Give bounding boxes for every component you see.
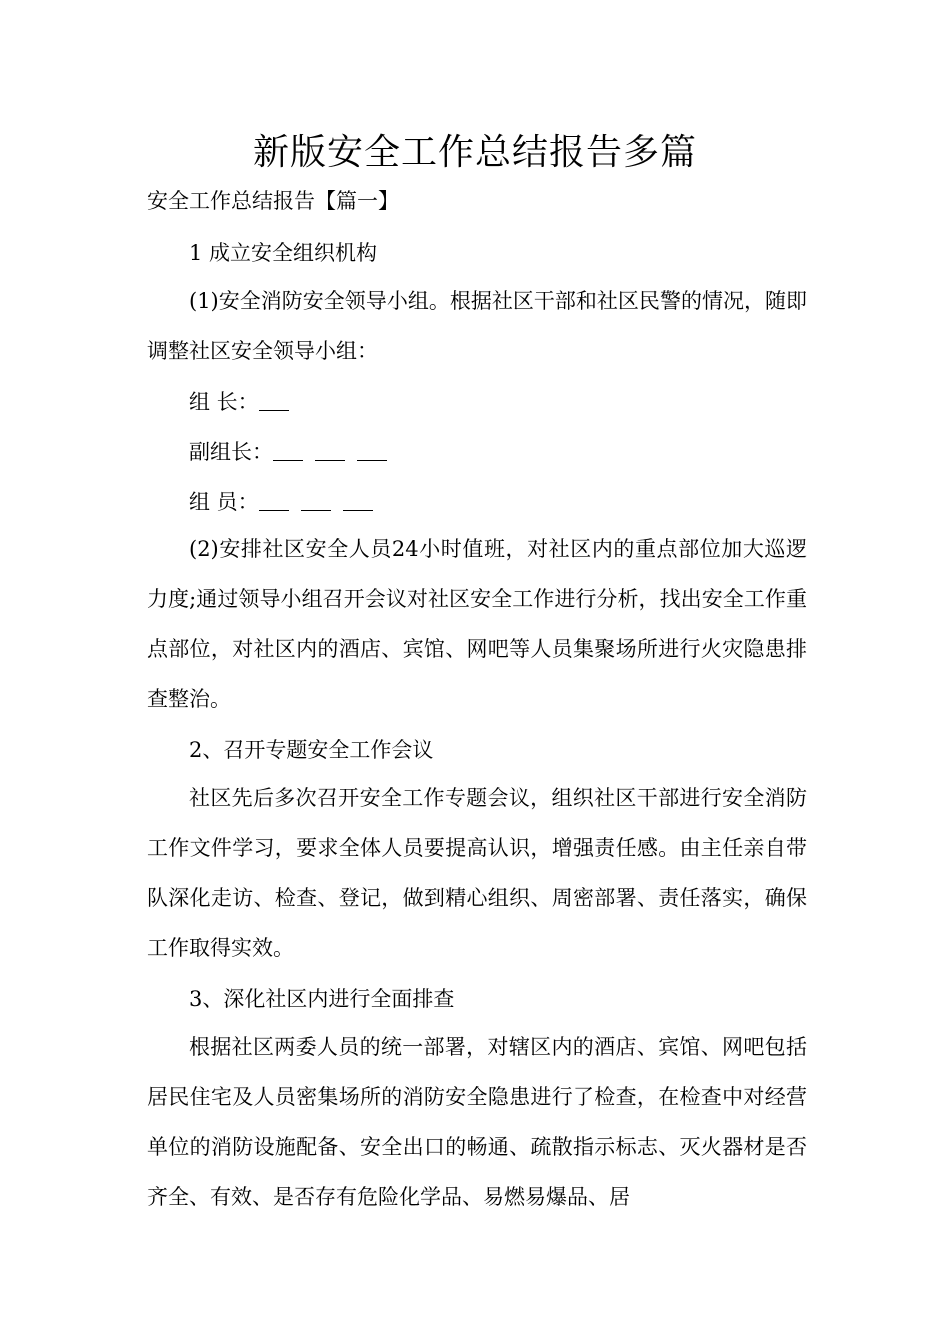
deputy-leader-row bbox=[189, 437, 809, 467]
section-heading-3: 3、深化社区内进行全面排查 bbox=[189, 987, 455, 1011]
paragraph-3: 社区先后多次召开安全工作专题会议，组织社区干部进行安全消防工作文件学习，要求全体人员要提高认识，增强责任感。由主任亲自带队深化走访、检查、登记，做到精心组织、周密部署、责任落实，确保工作取得实效。 bbox=[147, 786, 807, 960]
paragraph-2: (2)安排社区安全人员24小时值班，对社区内的重点部位加大巡逻力度;通过领导小组召开会议对社区安全工作进行分析，找出安全工作重点部位，对社区内的酒店、宾馆、网吧等人员集聚场所进行火灾隐患排查整治。 bbox=[147, 537, 807, 711]
blank-line bbox=[273, 440, 303, 461]
section-heading-1: 1 成立安全组织机构 bbox=[189, 241, 378, 265]
blank-line bbox=[343, 490, 373, 511]
paragraph-1: (1)安全消防安全领导小组。根据社区干部和社区民警的情况，随即调整社区安全领导小组： bbox=[147, 289, 807, 363]
blank-line bbox=[301, 490, 331, 511]
member-label: 组 员： bbox=[189, 490, 259, 514]
document-title: 新版安全工作总结报告多篇 bbox=[252, 132, 697, 173]
blank-line bbox=[315, 440, 345, 461]
blank-line bbox=[259, 390, 289, 411]
group-leader-label: 组 长： bbox=[189, 390, 259, 414]
document-subtitle: 安全工作总结报告【篇一】 bbox=[147, 189, 399, 213]
deputy-leader-label: 副组长： bbox=[189, 440, 273, 464]
member-row bbox=[189, 487, 809, 517]
blank-line bbox=[259, 490, 289, 511]
paragraph-4: 根据社区两委人员的统一部署，对辖区内的酒店、宾馆、网吧包括居民住宅及人员密集场所的消防安全隐患进行了检查，在检查中对经营单位的消防设施配备、安全出口的畅通、疏散指示标志、灭火器材是否齐全、有效、是否存有危险化学品、易燃易爆品、居 bbox=[147, 1035, 807, 1209]
group-leader-row bbox=[189, 387, 809, 417]
section-heading-2: 2、召开专题安全工作会议 bbox=[189, 738, 434, 762]
blank-line bbox=[357, 440, 387, 461]
